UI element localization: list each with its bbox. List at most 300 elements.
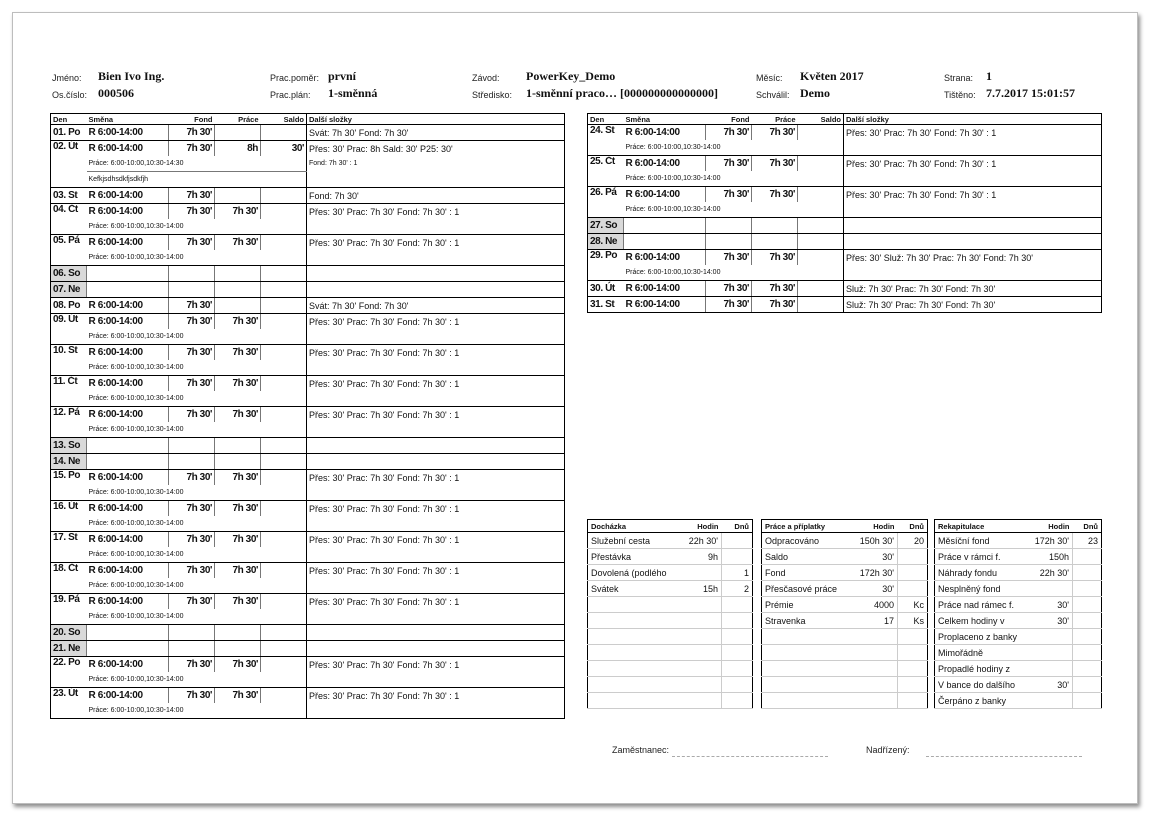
day-label: 16. Út xyxy=(51,501,87,532)
dalsi-slozky xyxy=(307,578,565,594)
schvalil-label: Schválil: xyxy=(756,90,790,100)
day-row xyxy=(588,297,1102,313)
summary-item: Celkem hodiny v xyxy=(935,613,1027,629)
summary-hodin: 30' xyxy=(1027,613,1073,629)
fond-value: 7h 30' xyxy=(169,204,215,220)
shift-code: R 6:00-14:00 xyxy=(88,472,143,483)
prace-dnu-header: Dnů xyxy=(898,520,928,533)
prace-value: 8h xyxy=(215,141,261,157)
summary-row xyxy=(588,597,753,613)
empty-cell xyxy=(215,641,261,657)
prace-value: 7h 30' xyxy=(215,563,261,579)
dalsi-slozky xyxy=(307,625,565,641)
fond-value: 7h 30' xyxy=(706,250,752,266)
summary-hodin: 172h 30' xyxy=(1027,533,1073,549)
summary-hodin xyxy=(1027,629,1073,645)
summary-row xyxy=(762,597,928,613)
day-label: 21. Ne xyxy=(51,641,87,657)
summary-item: Mimořádně xyxy=(935,645,1027,661)
summary-item: Náhrady fondu xyxy=(935,565,1027,581)
work-intervals: Práce: 6:00-10:00,10:30-14:00 xyxy=(87,672,307,688)
dalsi-slozky: Přes: 30' Prac: 7h 30' Fond: 7h 30' : 1 xyxy=(307,470,565,486)
summary-item: Fond xyxy=(762,565,850,581)
work-intervals: Práce: 6:00-10:00,10:30-14:00 xyxy=(624,140,844,156)
summary-row xyxy=(588,629,753,645)
summary-item: Měsíční fond xyxy=(935,533,1027,549)
empty-cell xyxy=(169,641,215,657)
summary-hodin xyxy=(1027,581,1073,597)
day-label: 14. Ne xyxy=(51,454,87,470)
day-label: 03. St xyxy=(51,188,87,204)
summary-hodin xyxy=(850,693,898,709)
summary-item xyxy=(588,613,678,629)
summary-row xyxy=(762,661,928,677)
summary-row xyxy=(588,613,753,629)
work-intervals: Práce: 6:00-10:00,10:30-14:00 xyxy=(87,391,307,407)
fond-value: 7h 30' xyxy=(169,407,215,423)
work-intervals: Práce: 6:00-10:00,10:30-14:30 xyxy=(87,156,307,172)
rekap-title: Rekapitulace xyxy=(935,520,1027,533)
saldo-value xyxy=(261,235,307,251)
day-row xyxy=(51,141,565,157)
oscislo-label: Os.číslo: xyxy=(52,90,88,100)
work-intervals: Práce: 6:00-10:00,10:30-14:00 xyxy=(87,609,307,625)
summary-dnu: 20 xyxy=(898,533,928,549)
dalsi-slozky: Fond: 7h 30' : 1 xyxy=(307,156,565,172)
empty-cell xyxy=(87,641,169,657)
day-detail-row xyxy=(51,391,565,407)
day-detail-row xyxy=(51,422,565,438)
shift-code: R 6:00-14:00 xyxy=(88,316,143,327)
day-detail-row xyxy=(51,578,565,594)
summary-row xyxy=(762,629,928,645)
day-detail-row xyxy=(51,156,565,172)
empty-cell xyxy=(261,282,307,298)
dalsi-slozky: Fond: 7h 30' xyxy=(307,188,565,204)
dalsi-slozky xyxy=(307,422,565,438)
dalsi-slozky xyxy=(844,265,1102,281)
prace-value: 7h 30' xyxy=(215,314,261,330)
strana-label: Strana: xyxy=(944,73,974,83)
summary-hodin: 4000 xyxy=(850,597,898,613)
summary-item: Propadlé hodiny z xyxy=(935,661,1027,677)
pracpomer-value: první xyxy=(328,69,357,83)
summary-item: V bance do dalšího xyxy=(935,677,1027,693)
dalsi-slozky: Přes: 30' Prac: 7h 30' Fond: 7h 30' : 1 xyxy=(307,657,565,673)
summary-dnu xyxy=(1073,661,1102,677)
dalsi-slozky xyxy=(307,172,565,188)
saldo-value xyxy=(261,407,307,423)
shift-code: R 6:00-14:00 xyxy=(87,125,169,141)
summary-row xyxy=(762,581,928,597)
nadrizeny-label: Nadřízený: xyxy=(866,745,910,755)
tisteno-value: 7.7.2017 15:01:57 xyxy=(986,86,1075,100)
day-row xyxy=(51,298,565,314)
col-den: Den xyxy=(51,114,87,125)
fond-value: 7h 30' xyxy=(706,156,752,172)
empty-cell xyxy=(798,218,844,234)
saldo-value xyxy=(798,281,844,297)
summary-hodin xyxy=(1027,661,1073,677)
summary-dnu xyxy=(722,629,753,645)
dalsi-slozky: Svát: 7h 30' Fond: 7h 30' xyxy=(307,298,565,314)
col-smena: Směna xyxy=(87,114,169,125)
schvalil-value: Demo xyxy=(800,86,830,100)
oscislo-value: 000506 xyxy=(98,86,134,100)
fond-value: 7h 30' xyxy=(169,141,215,157)
summary-row xyxy=(762,549,928,565)
empty-cell xyxy=(752,234,798,250)
prace-value: 7h 30' xyxy=(215,532,261,548)
col-dalsi: Další složky xyxy=(844,114,1102,125)
summary-hodin xyxy=(678,677,722,693)
saldo-value xyxy=(261,188,307,204)
shift-code: R 6:00-14:00 xyxy=(88,237,143,248)
pracplan-label: Prac.plán: xyxy=(270,90,311,100)
day-label: 09. Út xyxy=(51,314,87,345)
shift-code: R 6:00-14:00 xyxy=(88,690,143,701)
summary-hodin: 30' xyxy=(1027,677,1073,693)
summary-item: Služební cesta xyxy=(588,533,678,549)
summary-item: Nesplněný fond xyxy=(935,581,1027,597)
summary-hodin xyxy=(850,645,898,661)
day-label: 01. Po xyxy=(51,125,87,141)
col-dalsi: Další složky xyxy=(307,114,565,125)
fond-value: 7h 30' xyxy=(169,532,215,548)
day-detail-row xyxy=(51,329,565,345)
summary-item: Odpracováno xyxy=(762,533,850,549)
day-row xyxy=(51,470,565,486)
zamestnanec-label: Zaměstnanec: xyxy=(612,745,670,755)
empty-cell xyxy=(169,454,215,470)
day-note: Kefkjsdhsdkfjsdkfjh xyxy=(87,172,307,188)
summary-hodin xyxy=(678,597,722,613)
day-detail-row xyxy=(51,547,565,563)
summary-hodin xyxy=(678,629,722,645)
saldo-value xyxy=(798,250,844,266)
summary-row xyxy=(762,645,928,661)
col-saldo: Saldo xyxy=(798,114,844,125)
day-row xyxy=(588,218,1102,234)
summary-hodin: 22h 30' xyxy=(1027,565,1073,581)
summary-row xyxy=(935,677,1102,693)
summary-dnu: 1 xyxy=(722,565,753,581)
dalsi-slozky xyxy=(307,703,565,719)
summary-row xyxy=(588,533,753,549)
dalsi-slozky: Přes: 30' Prac: 7h 30' Fond: 7h 30' : 1 xyxy=(307,501,565,517)
shift-code: R 6:00-14:00 xyxy=(624,281,706,297)
empty-cell xyxy=(215,438,261,454)
work-intervals: Práce: 6:00-10:00,10:30-14:00 xyxy=(87,547,307,563)
summary-dnu xyxy=(722,661,753,677)
summary-item: Stravenka xyxy=(762,613,850,629)
shift-code: R 6:00-14:00 xyxy=(625,158,680,169)
summary-hodin: 22h 30' xyxy=(678,533,722,549)
day-detail-row xyxy=(51,485,565,501)
saldo-value xyxy=(261,125,307,141)
summary-row xyxy=(935,533,1102,549)
dalsi-slozky xyxy=(307,219,565,235)
dalsi-slozky xyxy=(307,266,565,282)
col-prace: Práce xyxy=(215,114,261,125)
prace-value: 7h 30' xyxy=(752,250,798,266)
day-label: 23. Út xyxy=(51,688,87,719)
fond-value: 7h 30' xyxy=(169,345,215,361)
zavod-value: PowerKey_Demo xyxy=(526,69,616,83)
saldo-value xyxy=(261,345,307,361)
day-label: 25. Čt xyxy=(588,156,624,187)
shift-code: R 6:00-14:00 xyxy=(625,189,680,200)
prace-value: 7h 30' xyxy=(752,156,798,172)
empty-cell xyxy=(261,454,307,470)
summary-row xyxy=(588,645,753,661)
dalsi-slozky xyxy=(307,485,565,501)
summary-hodin: 15h xyxy=(678,581,722,597)
zavod-label: Závod: xyxy=(472,73,500,83)
empty-cell xyxy=(215,625,261,641)
shift-code: R 6:00-14:00 xyxy=(88,143,143,154)
day-row xyxy=(51,438,565,454)
dalsi-slozky xyxy=(307,282,565,298)
prace-value: 7h 30' xyxy=(752,125,798,141)
day-row xyxy=(51,204,565,220)
empty-cell xyxy=(215,454,261,470)
day-row xyxy=(588,125,1102,141)
work-intervals: Práce: 6:00-10:00,10:30-14:00 xyxy=(87,422,307,438)
prace-value: 7h 30' xyxy=(752,297,798,313)
day-row xyxy=(51,282,565,298)
work-intervals: Práce: 6:00-10:00,10:30-14:00 xyxy=(624,202,844,218)
work-intervals: Práce: 6:00-10:00,10:30-14:00 xyxy=(87,219,307,235)
attendance-table-right xyxy=(587,113,1102,313)
summary-hodin xyxy=(850,677,898,693)
summary-dnu xyxy=(722,693,753,709)
summary-row xyxy=(935,629,1102,645)
summary-hodin: 150h xyxy=(1027,549,1073,565)
summary-dnu xyxy=(898,629,928,645)
shift-code: R 6:00-14:00 xyxy=(88,596,143,607)
summary-item: Dovolená (podlého xyxy=(588,565,678,581)
shift-code: R 6:00-14:00 xyxy=(88,659,143,670)
empty-cell xyxy=(261,266,307,282)
summary-dnu xyxy=(722,597,753,613)
summary-item xyxy=(762,693,850,709)
summary-row xyxy=(935,549,1102,565)
dalsi-slozky: Přes: 30' Prac: 7h 30' Fond: 7h 30' : 1 xyxy=(307,594,565,610)
summary-dnu xyxy=(1073,693,1102,709)
summary-dnu xyxy=(1073,549,1102,565)
fond-value: 7h 30' xyxy=(169,470,215,486)
day-row xyxy=(51,314,565,330)
summary-item xyxy=(762,645,850,661)
summary-hodin xyxy=(1027,693,1073,709)
dalsi-slozky: Přes: 30' Prac: 7h 30' Fond: 7h 30' : 1 xyxy=(307,563,565,579)
dalsi-slozky xyxy=(307,360,565,376)
summary-hodin xyxy=(678,565,722,581)
dochazka-title: Docházka xyxy=(588,520,678,533)
summary-row xyxy=(762,533,928,549)
dalsi-slozky: Přes: 30' Prac: 8h Sald: 30' P25: 30' xyxy=(307,141,565,157)
col-den: Den xyxy=(588,114,624,125)
dalsi-slozky xyxy=(307,250,565,266)
summary-hodin xyxy=(1027,645,1073,661)
work-intervals: Práce: 6:00-10:00,10:30-14:00 xyxy=(87,329,307,345)
day-label: 17. St xyxy=(51,532,87,563)
empty-cell xyxy=(798,234,844,250)
day-label: 12. Pá xyxy=(51,407,87,438)
day-row xyxy=(51,625,565,641)
day-label: 20. So xyxy=(51,625,87,641)
dalsi-slozky: Přes: 30' Prac: 7h 30' Fond: 7h 30' : 1 xyxy=(307,235,565,251)
attendance-table-left xyxy=(50,113,565,719)
saldo-value xyxy=(261,563,307,579)
pracpomer-label: Prac.poměr: xyxy=(270,73,320,83)
day-detail-row xyxy=(51,672,565,688)
day-label: 28. Ne xyxy=(588,234,624,250)
day-row xyxy=(51,345,565,361)
day-label: 13. So xyxy=(51,438,87,454)
empty-cell xyxy=(624,234,706,250)
prace-value: 7h 30' xyxy=(215,594,261,610)
summary-row xyxy=(762,693,928,709)
summary-dnu: Ks xyxy=(898,613,928,629)
summary-item xyxy=(762,661,850,677)
summary-dnu xyxy=(898,565,928,581)
summary-dnu xyxy=(722,533,753,549)
dalsi-slozky: Přes: 30' Prac: 7h 30' Fond: 7h 30' : 1 xyxy=(307,376,565,392)
summary-hodin: 30' xyxy=(1027,597,1073,613)
mesic-label: Měsíc: xyxy=(756,73,783,83)
day-label: 10. St xyxy=(51,345,87,376)
prace-priplatky-table xyxy=(761,519,928,709)
work-intervals: Práce: 6:00-10:00,10:30-14:00 xyxy=(87,516,307,532)
stredisko-value: 1-směnní praco… [000000000000000] xyxy=(526,86,718,100)
day-detail-row xyxy=(51,703,565,719)
day-detail-row xyxy=(51,516,565,532)
rekap-dnu-header: Dnů xyxy=(1073,520,1102,533)
summary-item xyxy=(762,677,850,693)
summary-row xyxy=(762,565,928,581)
work-intervals: Práce: 6:00-10:00,10:30-14:00 xyxy=(624,171,844,187)
saldo-value xyxy=(261,376,307,392)
summary-hodin xyxy=(678,661,722,677)
day-detail-row xyxy=(51,360,565,376)
summary-hodin xyxy=(678,645,722,661)
summary-row xyxy=(588,565,753,581)
summary-hodin: 30' xyxy=(850,581,898,597)
dochazka-dnu-header: Dnů xyxy=(722,520,753,533)
summary-dnu xyxy=(898,581,928,597)
fond-value: 7h 30' xyxy=(169,188,215,204)
summary-hodin: 30' xyxy=(850,549,898,565)
empty-cell xyxy=(706,218,752,234)
day-detail-row xyxy=(588,171,1102,187)
fond-value: 7h 30' xyxy=(169,235,215,251)
prace-value xyxy=(215,188,261,204)
saldo-value xyxy=(261,298,307,314)
dalsi-slozky: Přes: 30' Prac: 7h 30' Fond: 7h 30' : 1 xyxy=(307,204,565,220)
day-row xyxy=(51,235,565,251)
summary-dnu xyxy=(898,693,928,709)
fond-value: 7h 30' xyxy=(706,187,752,203)
zamestnanec-signature-line xyxy=(672,756,828,757)
stredisko-label: Středisko: xyxy=(472,90,513,100)
summary-row xyxy=(762,677,928,693)
day-row xyxy=(51,657,565,673)
dalsi-slozky: Přes: 30' Prac: 7h 30' Fond: 7h 30' : 1 xyxy=(307,688,565,704)
empty-cell xyxy=(261,641,307,657)
summary-hodin: 172h 30' xyxy=(850,565,898,581)
empty-cell xyxy=(215,266,261,282)
col-saldo: Saldo xyxy=(261,114,307,125)
day-row xyxy=(51,454,565,470)
saldo-value xyxy=(798,187,844,203)
shift-code: R 6:00-14:00 xyxy=(87,188,169,204)
dalsi-slozky xyxy=(307,391,565,407)
dalsi-slozky xyxy=(844,234,1102,250)
day-label: 02. Út xyxy=(51,141,87,188)
work-intervals: Práce: 6:00-10:00,10:30-14:00 xyxy=(87,703,307,719)
summary-dnu xyxy=(722,549,753,565)
empty-cell xyxy=(87,438,169,454)
dalsi-slozky: Přes: 30' Prac: 7h 30' Fond: 7h 30' : 1 xyxy=(307,407,565,423)
dalsi-slozky: Služ: 7h 30' Prac: 7h 30' Fond: 7h 30' xyxy=(844,281,1102,297)
summary-row xyxy=(588,661,753,677)
prace-value: 7h 30' xyxy=(752,281,798,297)
prace-value: 7h 30' xyxy=(215,501,261,517)
fond-value: 7h 30' xyxy=(706,281,752,297)
saldo-value xyxy=(261,501,307,517)
dalsi-slozky xyxy=(307,329,565,345)
dochazka-hodin-header: Hodin xyxy=(678,520,722,533)
saldo-value xyxy=(261,204,307,220)
saldo-value: 30' xyxy=(261,141,307,157)
summary-dnu xyxy=(1073,645,1102,661)
dalsi-slozky xyxy=(844,218,1102,234)
summary-hodin: 9h xyxy=(678,549,722,565)
dalsi-slozky: Přes: 30' Prac: 7h 30' Fond: 7h 30' : 1 xyxy=(307,314,565,330)
tisteno-label: Tištěno: xyxy=(944,90,976,100)
day-row xyxy=(51,641,565,657)
fond-value: 7h 30' xyxy=(169,563,215,579)
summary-hodin xyxy=(850,629,898,645)
mesic-value: Květen 2017 xyxy=(800,69,864,83)
fond-value: 7h 30' xyxy=(169,125,215,141)
dalsi-slozky: Přes: 30' Služ: 7h 30' Prac: 7h 30' Fond: 7h 30' xyxy=(844,250,1102,266)
day-label: 05. Pá xyxy=(51,235,87,266)
dalsi-slozky: Svát: 7h 30' Fond: 7h 30' xyxy=(307,125,565,141)
summary-item xyxy=(588,677,678,693)
day-label: 22. Po xyxy=(51,657,87,688)
shift-code: R 6:00-14:00 xyxy=(625,127,680,138)
dalsi-slozky: Služ: 7h 30' Prac: 7h 30' Fond: 7h 30' xyxy=(844,297,1102,313)
empty-cell xyxy=(169,625,215,641)
summary-dnu xyxy=(1073,629,1102,645)
shift-code: R 6:00-14:00 xyxy=(624,297,706,313)
prace-value: 7h 30' xyxy=(215,407,261,423)
summary-item: Práce v rámci f. xyxy=(935,549,1027,565)
day-row xyxy=(588,156,1102,172)
day-row xyxy=(51,688,565,704)
rekapitulace-table xyxy=(934,519,1102,709)
dalsi-slozky xyxy=(307,641,565,657)
shift-code: R 6:00-14:00 xyxy=(625,252,680,263)
summary-hodin xyxy=(678,693,722,709)
prace-value xyxy=(215,125,261,141)
empty-cell xyxy=(87,266,169,282)
saldo-value xyxy=(261,314,307,330)
dalsi-slozky xyxy=(307,438,565,454)
